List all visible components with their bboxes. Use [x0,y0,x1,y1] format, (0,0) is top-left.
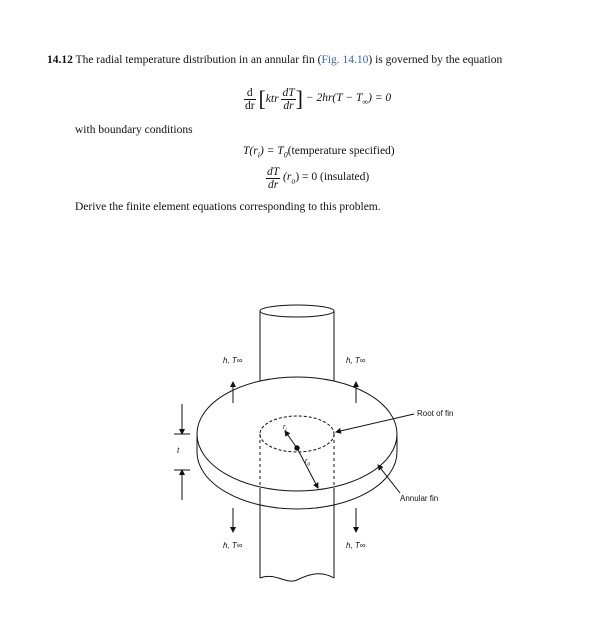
bc2-fraction: $\frac{dT}{dr}$ [267,166,280,191]
ro-label: $r_o$ [305,458,311,468]
label-h-tinf-top-right: h, T∞ [346,356,366,365]
annular-fin-label: Annular fin [400,494,439,503]
problem-intro-end: ) is governed by the equation [368,54,503,66]
figure-reference-link[interactable]: Fig. 14.10 [321,54,369,66]
root-of-fin-label: Root of fin [417,409,454,418]
boundary-condition-2: $\frac{dT}{dr}$ $(r_o) = 0$ (insulated) [267,166,370,191]
ri-label: $r_i$ [283,424,287,434]
thickness-label: t [177,446,180,455]
dT-dr-fraction: $\frac{dT}{dr}$ [282,86,295,112]
fin-disk [197,377,397,565]
task-statement: Derive the finite element equations corresponding to this problem. [75,201,381,213]
problem-number: 14.12 [47,54,73,66]
d-dr-fraction: $\frac{d}{dr}$ [245,86,255,112]
equation-rest: − $2hr(T - T_\infty) = 0$ [305,91,392,107]
label-h-tinf-top-left: h, T∞ [223,356,243,365]
ktr-term: ktr [265,93,279,105]
right-bracket: ] [295,86,303,111]
label-h-tinf-bottom-right: h, T∞ [346,541,366,550]
left-bracket: [ [258,86,266,111]
boundary-conditions-intro: with boundary conditions [75,124,193,136]
label-h-tinf-bottom-left: h, T∞ [223,541,243,550]
boundary-condition-1: $T(r_i)$ = $T_0(temperature$ specified) [243,145,395,160]
problem-intro: The radial temperature distribution in an annular fin ( [75,54,322,66]
